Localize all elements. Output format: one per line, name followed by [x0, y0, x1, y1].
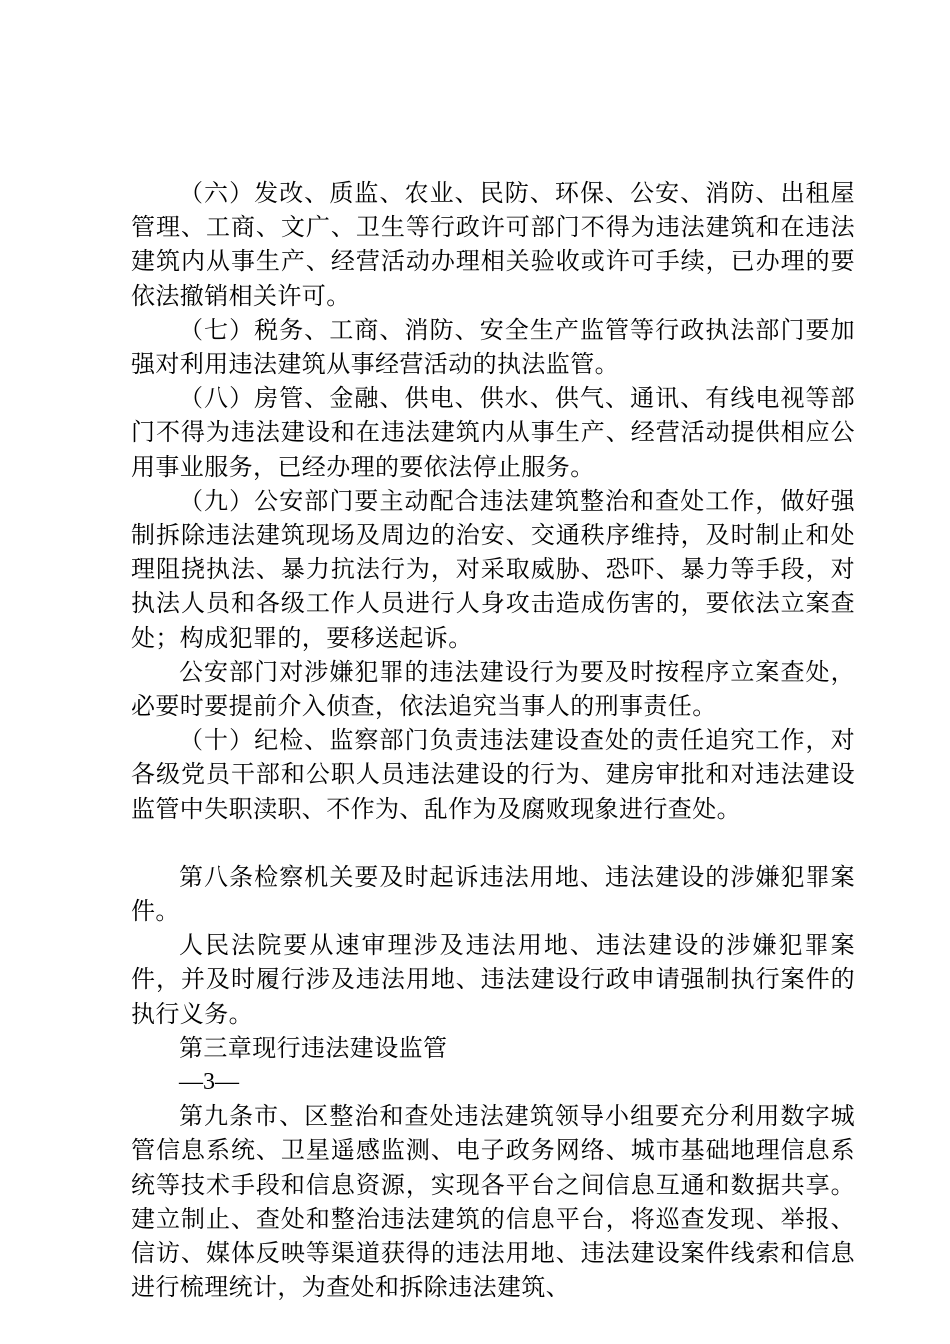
page-number: —3— [179, 1069, 239, 1096]
paragraph-article-9: 第九条市、区整治和查处违法建筑领导小组要充分利用数字城管信息系统、卫星遥感监测、电子政务网络、城市基础地理信息系统等技术手段和信息资源，实现各平台之间信息互通和数据共享。建立制止、查处和整治违法建筑的信息平台，将巡查发现、举报、信访、媒体反映等渠道获得的违法用地、违法建设案件线索和信息进行梳理统计，为查处和拆除违法建筑、 [131, 1102, 855, 1302]
paragraph-article-8: 第八条检察机关要及时起诉违法用地、违法建设的涉嫌犯罪案件。 [131, 862, 855, 926]
paragraph-item-8: （八）房管、金融、供电、供水、供气、通讯、有线电视等部门不得为违法建设和在违法建筑内从事生产、经营活动提供相应公用事业服务，已经办理的要依法停止服务。 [131, 384, 855, 481]
paragraph-item-9: （九）公安部门要主动配合违法建筑整治和查处工作，做好强制拆除违法建筑现场及周边的治安、交通秩序维持，及时制止和处理阻挠执法、暴力抗法行为，对采取威胁、恐吓、暴力等手段，对执法人员和各级工作人员进行人身攻击造成伤害的，要依法立案查处；构成犯罪的，要移送起诉。 [131, 486, 855, 652]
paragraph-item-10: （十）纪检、监察部门负责违法建设查处的责任追究工作，对各级党员干部和公职人员违法建设的行为、建房审批和对违法建设监管中失职渎职、不作为、乱作为及腐败现象进行查处。 [131, 726, 855, 823]
document-body [131, 176, 855, 1305]
paragraph-item-6: （六）发改、质监、农业、民防、环保、公安、消防、出租屋管理、工商、文广、卫生等行政许可部门不得为违法建筑和在违法建筑内从事生产、经营活动办理相关验收或许可手续，已办理的要依法撤销相关许可。 [131, 179, 855, 310]
paragraph-police-criminal-cases: 公安部门对涉嫌犯罪的违法建设行为要及时按程序立案查处，必要时要提前介入侦查，依法追究当事人的刑事责任。 [131, 657, 855, 721]
chapter-heading: 第三章现行违法建设监管 [179, 1033, 448, 1062]
paragraph-item-7: （七）税务、工商、消防、安全生产监管等行政执法部门要加强对利用违法建筑从事经营活动的执法监管。 [131, 315, 855, 379]
paragraph-courts: 人民法院要从速审理涉及违法用地、违法建设的涉嫌犯罪案件，并及时履行涉及违法用地、违法建设行政申请强制执行案件的执行义务。 [131, 931, 855, 1028]
